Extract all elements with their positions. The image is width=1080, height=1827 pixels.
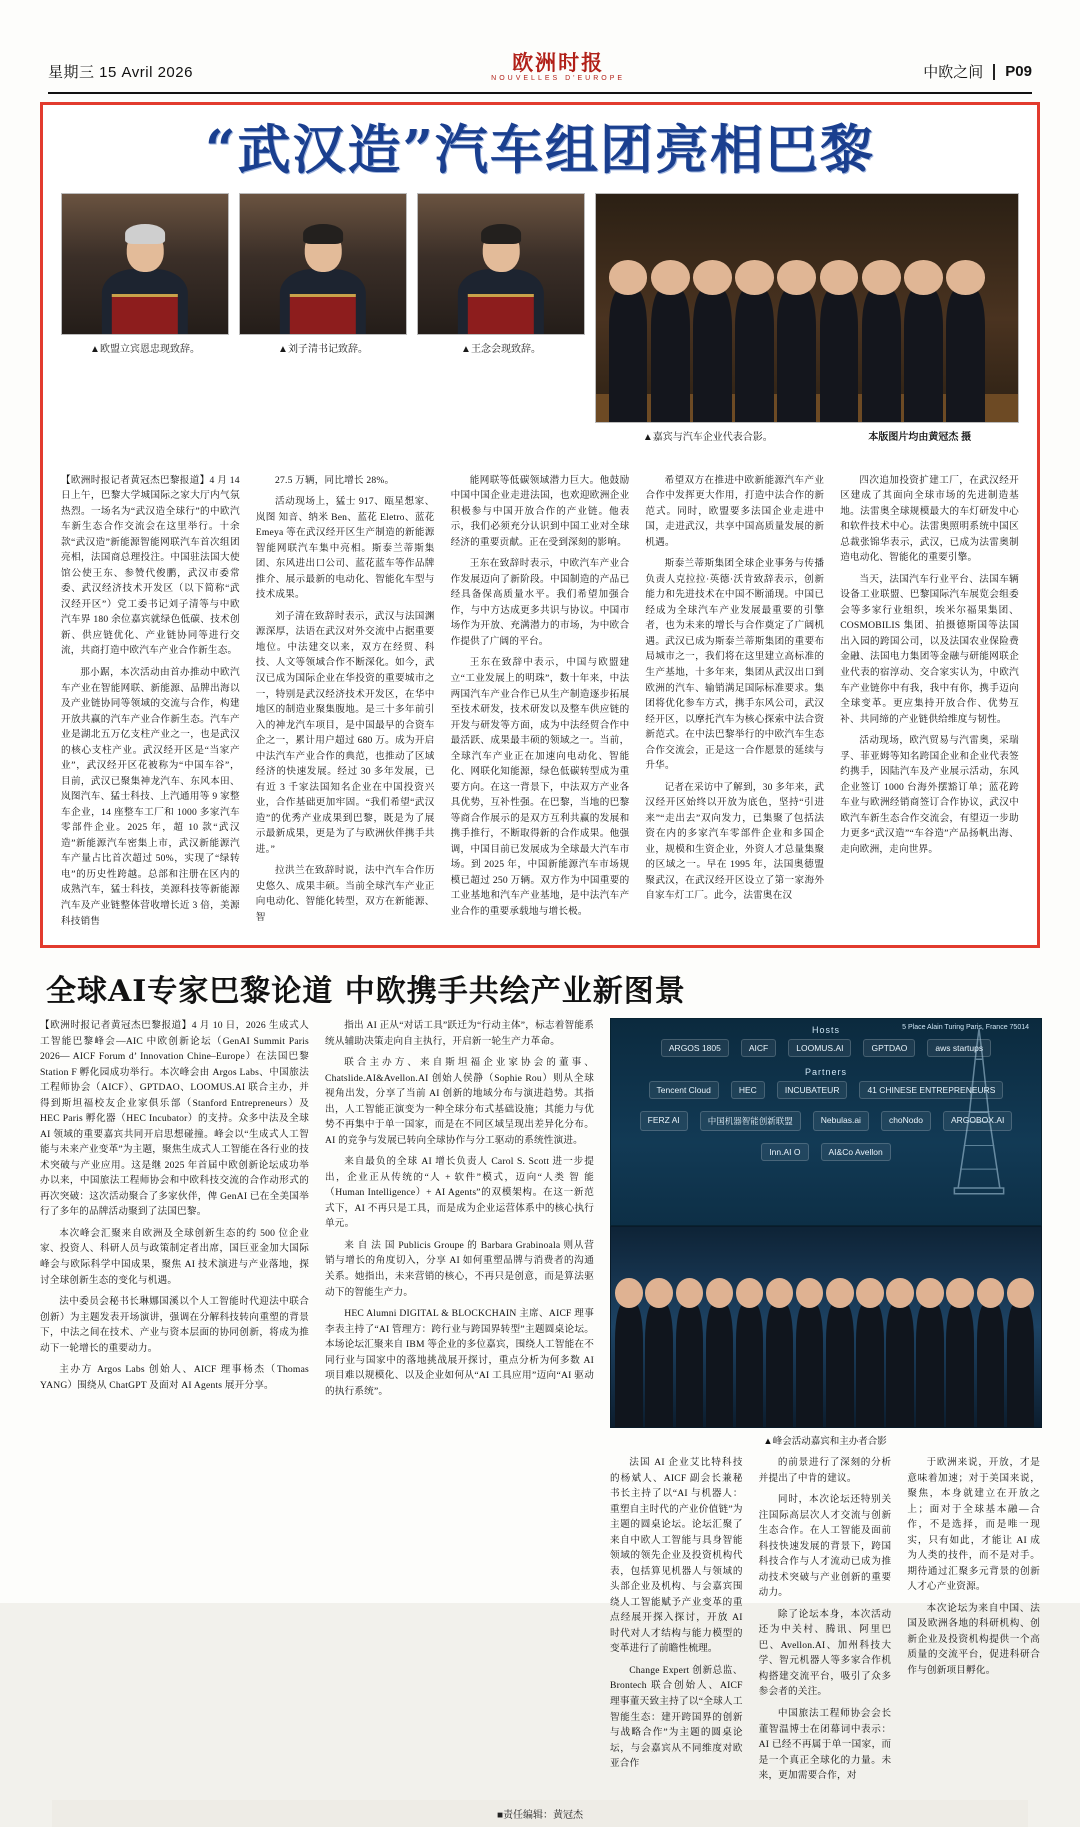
partner-logo: HEC (731, 1081, 765, 1099)
top-story-photo-row (61, 193, 1019, 443)
partner-logo: 中国机器智能创新联盟 (700, 1111, 801, 1131)
photo-credit: 本版图片均由黄冠杰 摄 (868, 431, 972, 443)
partner-logo: AI&Co Avellon (821, 1143, 891, 1161)
paragraph: 指出 AI 正从“对话工具”跃迁为“行动主体”，标志着智能系统从辅助决策走向自主执行，开启新一轮生产力革命。 (325, 1020, 594, 1047)
paragraph: 当天，法国汽车行业平台、法国车辆设备工业联盟、巴黎国际汽车展览会组委会等多家行业组织，埃米尔福果集团、COSMOBILIS 集团、拍摄德斯国等法国出入园的跨国公司，以及法国农业保险费金融、法国电力集团等金融与研能网联企业代表的宿淳动、交合家实认为，中欧汽车产业链你中有我，我中有你，携手迈向全球变革。更应集持开放合作、优势互补、共同缔的产业链供给维度与韧性。 (840, 573, 1019, 725)
masthead (36, 0, 1044, 88)
partner-logo: FERZ AI (640, 1111, 688, 1131)
photo-caption-3: ▲王念会现致辞。 (461, 343, 541, 355)
masthead-section: 中欧之间 (923, 64, 984, 81)
paragraph: 本次论坛为来自中国、法国及欧洲各地的科研机构、创新企业及投资机构提供一个高质量的交流平台，促进科研合作与创新项目孵化。 (907, 1602, 1041, 1676)
paragraph: 活动现场上，猛士 917、瓯星想家、岚图 知音、纳米 Ben、蓝花 Eletro、蓝花 Emeya 等在武汉经开区生产制造的新能源智能网联汽车集中亮相。斯泰兰蒂斯集团、东风进出口公司、蓝花蓝车等作品牌推介、展示最新的电动化、智能化车型与技术成果。 (255, 496, 435, 601)
host-logo: LOOMUS.AI (788, 1039, 851, 1057)
bottom-story-column-4 (759, 1455, 892, 1790)
bottom-story-text-columns (40, 1018, 594, 1790)
bottom-story-column-5 (907, 1455, 1040, 1790)
bottom-story-headline: 全球AI专家巴黎论道 中欧携手共绘产业新图景 (46, 974, 686, 1010)
partner-logo: 41 CHINESE ENTREPRENEURS (859, 1081, 1003, 1099)
paragraph: 王东在致辞中表示，中国与欧盟建立“工业发展上的明珠”，数十年来，中法两国汽车产业合作已从生产制造逐步拓展至技术研发，技术研发以及整车供应链的开发与研发等方面，成为中法经贸合作中最活跃、成果最丰硕的领域之一。当前，全球汽车产业正在加速向电动化、智能化、网联化知能源，绿色低碳转型成为重要方向。在这一背景下，中法双方产业各具优势，互补性强。在巴黎，当地的巴黎等商合作展示的是双方互利共赢的发展和携手推行，不断取得新的合作成果。他强调，中国目前已发展成为全球最大汽车市场。到 2025 年，中国新能源汽车市场规模已超过 250 万辆。双方作为中国重要的工业基地和汽车产业基地，是中法汽车产业合作的重要承载地与增长极。 (450, 657, 630, 917)
partners-label: Partners (804, 1067, 847, 1078)
photo-caption-4-row (595, 428, 1019, 443)
footer-editor: ■责任编辑：黄冠杰 (496, 1809, 584, 1821)
top-story (40, 102, 1040, 948)
host-logo: AICF (741, 1039, 776, 1057)
paragraph: 记者在采访中了解到，30 多年来，武汉经开区始终以开放为底色，坚持“引进来”“走出去”双向发力，已集聚了包括法资在内的多家汽车零部件企业和多国企业，规模和生资企业，外资人才总量集聚的区域之一。早在 1995 年，法国奥德盟聚武汉，在武汉经开区设立了第一家海外自家车灯工厂。此今，法雷奥在汉 (645, 781, 825, 902)
host-logo: aws startups (927, 1039, 991, 1057)
venue-meta: 5 Place Alain Turing Paris, France 75014 (902, 1024, 1029, 1032)
paragraph: 27.5 万辆，同比增长 28%。 (274, 474, 395, 486)
partner-logo: ARGOBOX.AI (943, 1111, 1012, 1131)
paragraph: 于欧洲来说，开放，才是意味着加速；对于美国来说，聚焦，本身就建立在开放之上；面对于全球基本融—合作，不是选择，而是唯一现实，只有如此，才能让 AI 成为人类的技件，而不是对手。期待通过汇聚多元背景的创新人才心产业资源。 (907, 1457, 1041, 1593)
bottom-story-column-2 (325, 1018, 594, 1790)
masthead-page-number: P09 (1005, 63, 1032, 80)
paragraph: 来 自 法 国 Publicis Groupe 的 Barbara Grabinoala 则从营销与增长的角度切入，分享 AI 如何重塑品牌与消费者的沟通关系。她指出，未来营销的核心，不再只是创意，而是算法驱动下的智能生产力。 (325, 1239, 594, 1298)
paragraph: 【欧洲时报记者黄冠杰巴黎报道】4 月 14 日上午，巴黎大学城国际之家大厅内气氛热烈。一场名为“武汉造全球行”的中欧汽车新生态合作交流会在这里举行。十余款“武汉造”新能源智能网联汽车首次组团亮相，法国商总理投注。中国驻法国大使馆公使王东、参赞代俊鹏，武汉市委常委、武汉经济技术开发区（以下简称“武汉经开区”）党工委书记刘子清等与中欧汽车界 180 余位嘉宾就绿色低碳、技术创新、供应链优化、产业链协同等进行交流，共商打造中欧汽车产业合作新生态。 (61, 474, 240, 657)
top-story-body (61, 473, 1019, 935)
partner-logo: choNodo (881, 1111, 931, 1131)
photo-group (595, 193, 1019, 423)
photo-speaker-2 (239, 193, 407, 335)
top-story-column-2 (256, 473, 435, 935)
bottom-story (40, 962, 1040, 1790)
paragraph: 那小踞，本次活动由首办推动中欧汽车产业在智能网联、新能源、品牌出海以及产业链协同等领域的交流与合作，构建开放共赢的汽车产业合作新生态。汽车产业是湖北五万亿支柱产业之一，也是武汉的核心支柱产业。武汉经开区是“当家产业”，武汉经开区花被称为“中国车谷”，目前，武汉已聚集神龙汽车、东风本田、岚图汽车、猛士科技、上汽通用等 9 家整车企业，14 座整车工厂和 1000 多家汽车零部件企业。2025 年，超 10 款“武汉造”新能源汽车密集上市，武汉新能源汽车产量占比首次超过 50%，实现了“绿转电”的历史性跨越。总部和注册在区内的成熟汽车，猛士科技，美源科技等新能源汽车及产业链整体营收增长近 3 倍，美源科技销售 (61, 667, 240, 927)
paragraph: 法中委员会秘书长琳娜国溪以个人工智能时代迎法中联合创新）为主题发表开场演讲，强调在分解科技转向重塑的背景下，中法之间在技术、产业与资本层面的协同创新，将成为推动下一轮增长的重要动力。 (40, 1296, 309, 1354)
paragraph: 本次峰会汇聚来自欧洲及全球创新生态的约 500 位企业家、投资人、科研人员与政策制定者出席，国巨亚金加大国际峰会与欧际科学中国成果，聚焦 AI 技术演进与产业落地，探讨全球创新生态的变化与机遇。 (40, 1227, 309, 1286)
photo-caption-1: ▲欧盟立宾恩忠现致辞。 (90, 343, 200, 355)
masthead-section-block (923, 61, 1032, 82)
paragraph: 王东在致辞时表示，中欧汽车产业合作发展迈向了新阶段。中国制造的产品已经具备保高质量水平。我们希望加强合作，与中方达成更多共识与协议。中国市场作为开放、充满潜力的市场，为中欧合作提供了广阔的平台。 (450, 558, 630, 647)
paragraph: 的前景进行了深刻的分析并提出了中肯的建议。 (758, 1457, 892, 1484)
photo-caption-4: ▲嘉宾与汽车企业代表合影。 (642, 431, 773, 443)
paragraph: 【欧洲时报记者黄冠杰巴黎报道】4 月 10 日，2026 生成式人工智能巴黎峰会—AIC 中欧创新论坛（GenAI Summit Paris 2026— AICF Forum d’ Innovation Chine–Europe）在法国巴黎 Station F 孵化园成功举行。本次峰会由 Argos Labs、中国旅法工程师协会（AICF）、GPTDAO、LOOMUS.AI 联合主办，并得到斯坦福校友企业家俱乐部（Stanford Entrepreneurs）及 HEC Paris 孵化器（HEC Incubator）的支持。众多中法及全球 AI 领域的重要嘉宾共同开启思想碰撞。峰会以“生成式人工智能与未来产业变革”为主题，聚焦生成式人工智能在各行业的技术突破与产业应用。这是继 2025 年首届中欧创新论坛成功举办以来，中国旅法工程师协会和中欧科技交流的合作动形式的再次突破：这次活动聚合了多家伙伴，俾 GenAI 已在全美国举行了多年的品牌活动聚到了法国巴黎。 (40, 1020, 309, 1218)
partner-logo: Inn.AI O (761, 1143, 808, 1161)
photo-caption-2: ▲刘子清书记致辞。 (278, 343, 368, 355)
paragraph: 四次追加投资扩建工厂，在武汉经开区建成了其面向全球市场的先进制造基地。法雷奥全球规模最大的车灯研发中心和软件技术中心。法雷奥照明系统中国区总裁张锦华表示，武汉，已成为法雷奥制造电动化、智能化的重要引擎。 (840, 474, 1019, 564)
host-logo: GPTDAO (863, 1039, 915, 1057)
bottom-story-column-3 (610, 1455, 743, 1790)
paragraph: 联合主办方、来自斯坦福企业家协会的董事、Chatslide.AI&Avellon.AI 创始人侯静（Sophie Rou）则从全球视角出发，分享了当前 AI 创新的地域分布与演进趋势。其指出，人工智能正演变为一种全球分布式基础设施；其能力与优势不再集中于单一国家，而是在不同区域呈现出差异化分布。AI 的竞争与发展已转向全球协作与分工驱动的系统性演进。 (325, 1057, 594, 1146)
paragraph: 希望双方在推进中欧新能源汽车产业合作中发挥更大作用，打造中法合作的新范式。同时，欧盟要多法国企业走进中国，走进武汉，共享中国高质量发展的新机遇。 (645, 474, 825, 548)
eiffel-tower-icon (931, 1027, 1027, 1207)
bottom-story-column-1 (40, 1018, 309, 1790)
page-footer (52, 1800, 1028, 1827)
stage-photo-caption: ▲峰会活动嘉宾和主办者合影 (763, 1436, 887, 1448)
paragraph: 斯泰兰蒂斯集团全球企业事务与传播负责人克拉拉·英德·沃肯致辞表示，创新能力和先进技术在中国不断涌现。中国已经成为全球汽车产业发展最重要的引擎者，也为未来的增长与合作奠定了广阔机遇。武汉已成为斯泰兰蒂斯集团的重要布局城市之一，我们将在这里建立高标准的生产基地，十多年来，集团从武汉出口到欧洲的汽车、输销满足国际标准要求。集团将优化参车方式，携手东风公司，武汉经开区，以摩托汽车为核心探索中法合资新范式。在中法巴黎举行的中欧汽车生态合作交流会，正是这一合作愿景的延续与升华。 (645, 558, 825, 772)
masthead-date: 星期三 15 Avril 2026 (48, 64, 193, 81)
top-story-column-1 (61, 473, 240, 935)
photo-block-3 (417, 193, 585, 355)
photo-block-1 (61, 193, 229, 355)
top-story-headline: “武汉造”汽车组团亮相巴黎 (205, 119, 875, 181)
masthead-logo-subtitle: NOUVELLES D'EUROPE (491, 75, 626, 82)
partner-logo: Tencent Cloud (649, 1081, 719, 1099)
paragraph: 来自最负的全球 AI 增长负责人 Carol S. Scott 进一步提出，企业正从传统的“人 + 软件”模式，迈向“人类 智 能（Human Intelligence）+ AI Agents”的双模架构。在这一新范式下，AI 不再只是工具，而是成为企业运营体系中的核心执行单元。 (325, 1156, 594, 1230)
top-story-column-4 (645, 473, 824, 935)
paragraph: 能网联等低碳领域潜力巨大。他鼓励中国中国企业走进法国，也欢迎欧洲企业积极参与中国开放合作的产业链。他表示，我们必须充分认识到中国工业对全球经济的重要贡献。正在受到深刻的影响。 (450, 474, 630, 548)
stage-group-photo (610, 1226, 1042, 1428)
masthead-divider (993, 64, 995, 80)
paragraph: 中国旅法工程师协会会长董智温博士在闭幕词中表示：AI 已经不再属于单一国家，而是一个真正全球化的力量。未来，更加需要合作，对 (758, 1708, 892, 1782)
paragraph: 拉洪兰在致辞时说，法中汽车合作历史悠久、成果丰硕。当前全球汽车产业正向电动化、智能化转型，双方在新能源、智 (255, 865, 435, 923)
paragraph: 法国 AI 企业艾比特科技的杨斌人、AICF 副会长兼秘书长主持了以“AI 与机器人：重塑自主时代的产业价值链”为主题的圆桌论坛。论坛汇聚了来自中欧人工智能与具身智能领域的领先企业及投资机构代表，包括算见机器人与领域的头部企业及机构、与会嘉宾围绕人工智能赋予产业变革的重点经展开探入探讨，开放 AI 时代对人才结构与能力模型的变革进行了前瞻性梳理。 (610, 1457, 743, 1655)
photo-block-4 (595, 193, 1019, 443)
paragraph: 主办方 Argos Labs 创始人、AICF 理事杨杰（Thomas YANG）围绕从 ChatGPT 及面对 AI Agents 展开分享。 (40, 1364, 309, 1391)
hosts-label: Hosts (811, 1025, 840, 1036)
masthead-logo: 欧洲时报 (512, 50, 605, 75)
paragraph: Change Expert 创新总监、Brontech 联合创始人、AICF 理事董天致主持了以“全球人工智能生态：建开跨国界的创新与战略合作”为主题的圆桌论坛，与会嘉宾从不同维度对欧亚合作 (610, 1664, 743, 1770)
paragraph: 活动现场，欧汽贸易与汽雷奥，采瑞孚、菲亚姆等知名跨国企业和企业代表签约携手，因陆汽车及产业展示活动，东风企业签订 1000 台海外摆豁订单；蓝花跨车业与欧洲经销商签订合作协议，武汉中欧汽车新生态合作交流会，有望迈一步助力更多“武汉造”“车谷造”产品扬帆出海、走向欧洲，走向世界。 (840, 735, 1019, 855)
partner-logo: Nebulas.ai (813, 1111, 869, 1131)
paragraph: 除了论坛本身，本次活动还为中关村、腾讯、阿里巴巴、Avellon.AI、加州科技大学、智元机器人等多家合作机构搭建交流平台，吸引了众多参会者的关注。 (758, 1608, 892, 1698)
top-story-column-5 (840, 473, 1019, 935)
masthead-logo-block (193, 52, 923, 82)
host-logo: ARGOS 1805 (661, 1039, 729, 1057)
bottom-story-media (610, 1018, 1040, 1790)
paragraph: 同时，本次论坛还特别关注国际高层次人才交流与创新生态合作。在人工智能及面前科技快速发展的背景下，跨国科技合作与人才流动已成为推动技术突破与产业创新的重要动力。 (758, 1494, 892, 1599)
paragraph: 刘子清在致辞时表示，武汉与法国渊源深厚，法语在武汉对外交流中占据重要地位。中法建交以来，双方在经贸、科技、人文等领域合作不断深化。如今，武汉已成为国际企业在华投资的重要城市之一，特别是武汉经济技术开发区，在华中地区的制造业聚集腹地。是三十多年前引入的神龙汽车项目，是中国最早的合资车企之一，累计用户超过 680 万。成为开启中法汽车产业合作的典范，也推动了区域经济的快速发展。经过 30 多年发展，已有近 3 千家法国知名企业在中国投资兴业，合作基础更加牢固。“我们希望“武汉造”的优秀产业成果到巴黎，既是为了展示最新成果，更是为了与欧洲伙伴携手共进。” (255, 610, 435, 855)
partner-logo: INCUBATEUR (777, 1081, 848, 1099)
photo-block-2 (239, 193, 407, 355)
top-story-column-3 (451, 473, 630, 935)
photo-speaker-1 (61, 193, 229, 335)
masthead-rule (48, 92, 1032, 94)
sponsor-board-image (610, 1018, 1042, 1226)
paragraph: HEC Alumni DIGITAL & BLOCKCHAIN 主席、AICF 理事李表主持了“AI 管理方：跨行业与跨国界转型”主题圆桌论坛。本场论坛汇聚来自 IBM 等企业的多位嘉宾，围绕人工智能在不同行业与国家中的落地挑战展开探讨，重点分析为何多数 AI 项目难以规模化、以及企业如何从“AI 工具应用”迈向“AI 驱动的执行系统”。 (325, 1308, 594, 1397)
bottom-story-body (40, 1018, 1040, 1790)
photo-speaker-3 (417, 193, 585, 335)
